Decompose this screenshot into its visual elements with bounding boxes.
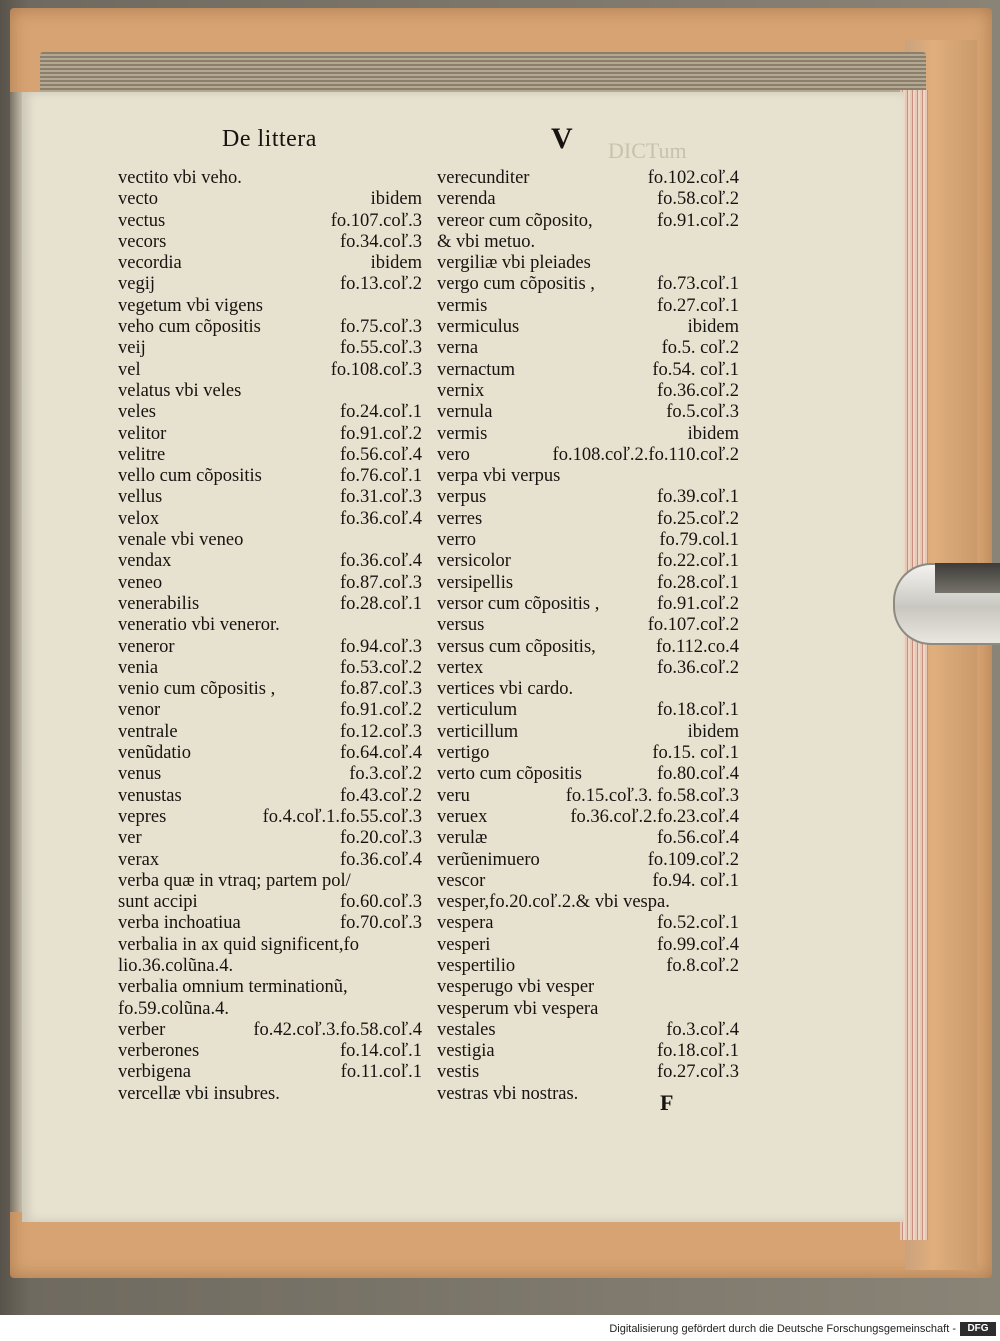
index-entry: [118, 253, 422, 274]
index-entry: [437, 296, 739, 317]
index-entry: [118, 786, 422, 807]
entry-reference: fo.39.coľ.1: [656, 487, 739, 508]
entry-reference: fo.28.coľ.1: [656, 572, 739, 593]
entry-reference: fo.27.coľ.1: [656, 295, 739, 316]
entry-reference: fo.34.coľ.3: [339, 231, 422, 252]
index-entry: [437, 871, 739, 892]
entry-reference: fo.94.coľ.3: [339, 636, 422, 657]
entry-term: verũenimuero: [437, 849, 540, 870]
entry-reference: fo.5.coľ.3: [666, 402, 739, 423]
index-entry: [118, 764, 422, 785]
entry-reference: fo.15.coľ.3. fo.58.coľ.3: [565, 785, 739, 806]
entry-reference: fo.18.coľ.1: [656, 700, 739, 721]
entry-term: vestras vbi nostras.: [437, 1083, 579, 1104]
index-entry: [437, 1041, 739, 1062]
entry-term: verber: [118, 1019, 166, 1040]
entry-term: vello cum cõpositis: [118, 466, 262, 487]
entry-term: velitre: [118, 444, 166, 465]
index-entry: [118, 445, 422, 466]
index-entry: [437, 637, 739, 658]
entry-reference: fo.14.coľ.1: [339, 1041, 422, 1062]
index-entry: [437, 402, 739, 423]
entry-term: versor cum cõpositis ,: [437, 593, 600, 614]
index-entry: [118, 360, 422, 381]
entry-reference: fo.36.coľ.2: [656, 657, 739, 678]
entry-reference: fo.56.coľ.4: [339, 444, 422, 465]
entry-term: veho cum cõpositis: [118, 317, 261, 338]
entry-reference: fo.87.coľ.3: [339, 572, 422, 593]
entry-reference: fo.5. coľ.2: [661, 338, 739, 359]
entry-reference: fo.107.coľ.3: [330, 210, 422, 231]
entry-term: venus: [118, 764, 162, 785]
entry-reference: fo.27.coľ.3: [656, 1062, 739, 1083]
index-entry: [437, 892, 739, 913]
entry-reference: fo.87.coľ.3: [339, 679, 422, 700]
entry-term: veneror: [118, 636, 175, 657]
index-entry: [118, 466, 422, 487]
entry-reference: fo.31.coľ.3: [339, 487, 422, 508]
entry-term: vecordia: [118, 253, 182, 274]
index-entry: [437, 764, 739, 785]
index-entry: [118, 850, 422, 871]
index-entry: [118, 956, 422, 977]
entry-term: & vbi metuo.: [437, 231, 536, 252]
entry-term: verba quæ in vtraq; partem pol/: [118, 870, 351, 891]
index-entry: [437, 274, 739, 295]
index-entry: [118, 189, 422, 210]
footer-credit: Digitalisierung gefördert durch die Deutsche Forschungsgemeinschaft -: [609, 1323, 956, 1335]
index-entry: [118, 828, 422, 849]
entry-term: vercellæ vbi insubres.: [118, 1083, 280, 1104]
entry-reference: fo.91.coľ.2: [339, 423, 422, 444]
index-entry: [118, 551, 422, 572]
entry-term: veru: [437, 785, 470, 806]
entry-reference: fo.108.coľ.3: [330, 359, 422, 380]
entry-reference: fo.108.coľ.2.fo.110.coľ.2: [552, 444, 739, 465]
entry-reference: fo.11.coľ.1: [340, 1062, 422, 1083]
index-entry: [437, 317, 739, 338]
index-entry: [437, 807, 739, 828]
entry-term: verna: [437, 338, 479, 359]
index-column-left: [118, 168, 422, 1105]
entry-term: vecto: [118, 189, 159, 210]
index-entry: [118, 871, 422, 892]
index-entry: [118, 1020, 422, 1041]
entry-reference: fo.112.co.4: [655, 636, 739, 657]
index-entry: [118, 296, 422, 317]
index-entry: [437, 573, 739, 594]
entry-term: veles: [118, 402, 157, 423]
entry-term: verbalia in ax quid significent,fo: [118, 934, 359, 955]
entry-reference: fo.22.coľ.1: [656, 551, 739, 572]
index-entry: [437, 700, 739, 721]
entry-term: velatus vbi veles: [118, 380, 242, 401]
entry-reference: fo.80.coľ.4: [656, 764, 739, 785]
entry-term: verro: [437, 530, 477, 551]
entry-reference: fo.4.coľ.1.fo.55.coľ.3: [262, 806, 422, 827]
index-entry: [437, 679, 739, 700]
entry-term: verberones: [118, 1041, 200, 1062]
entry-term: vendax: [118, 551, 172, 572]
index-entry: [118, 679, 422, 700]
entry-term: venale vbi veneo: [118, 530, 244, 551]
index-column-right: [437, 168, 739, 1105]
index-entry: [118, 232, 422, 253]
entry-term: vesperum vbi vespera: [437, 998, 599, 1019]
index-entry: [118, 892, 422, 913]
entry-reference: ibidem: [687, 317, 739, 338]
index-entry: [118, 999, 422, 1020]
entry-term: vermis: [437, 423, 488, 444]
entry-reference: fo.102.coľ.4: [647, 168, 739, 188]
entry-term: verulæ: [437, 828, 488, 849]
entry-reference: fo.3.coľ.2: [349, 764, 422, 785]
entry-term: lio.36.colũna.4.: [118, 955, 234, 976]
entry-term: versicolor: [437, 551, 511, 572]
index-entry: [437, 913, 739, 934]
entry-reference: fo.43.coľ.2: [339, 785, 422, 806]
index-entry: [437, 360, 739, 381]
entry-reference: fo.76.coľ.1: [339, 466, 422, 487]
entry-term: fo.59.colũna.4.: [118, 998, 229, 1019]
entry-term: vertigo: [437, 743, 490, 764]
index-entry: [118, 658, 422, 679]
entry-reference: fo.109.coľ.2: [647, 849, 739, 870]
index-entry: [437, 445, 739, 466]
entry-reference: fo.99.coľ.4: [656, 934, 739, 955]
entry-term: vesper,fo.20.coľ.2.& vbi vespa.: [437, 892, 670, 913]
index-entry: [118, 637, 422, 658]
entry-term: venio cum cõpositis ,: [118, 679, 276, 700]
entry-reference: fo.20.coľ.3: [339, 828, 422, 849]
entry-reference: fo.36.coľ.4: [339, 508, 422, 529]
entry-reference: fo.36.coľ.4: [339, 849, 422, 870]
entry-reference: fo.24.coľ.1: [339, 402, 422, 423]
index-entry: [118, 338, 422, 359]
entry-reference: fo.3.coľ.4: [666, 1019, 739, 1040]
entry-reference: ibidem: [370, 189, 422, 210]
entry-term: verticulum: [437, 700, 518, 721]
entry-term: vel: [118, 359, 141, 380]
entry-term: vectito vbi veho.: [118, 168, 242, 188]
entry-term: vesperugo vbi vesper: [437, 977, 595, 998]
index-entry: [118, 487, 422, 508]
dfg-logo: DFG: [960, 1322, 996, 1336]
entry-reference: ibidem: [370, 253, 422, 274]
entry-reference: fo.79.col.1: [659, 530, 739, 551]
index-entry: [118, 594, 422, 615]
entry-term: venor: [118, 700, 161, 721]
entry-term: ventrale: [118, 721, 178, 742]
index-entry: [118, 573, 422, 594]
entry-reference: fo.94. coľ.1: [652, 870, 739, 891]
entry-term: vermis: [437, 295, 488, 316]
entry-term: veruex: [437, 806, 488, 827]
entry-term: velitor: [118, 423, 167, 444]
entry-term: vegij: [118, 274, 155, 295]
entry-reference: fo.55.coľ.3: [339, 338, 422, 359]
index-entry: [437, 935, 739, 956]
index-entry: [118, 530, 422, 551]
entry-term: verbalia omnium terminationũ,: [118, 977, 348, 998]
entry-term: verpus: [437, 487, 487, 508]
entry-term: ver: [118, 828, 142, 849]
entry-reference: fo.52.coľ.1: [656, 913, 739, 934]
entry-reference: fo.54. coľ.1: [652, 359, 739, 380]
entry-term: vesperi: [437, 934, 491, 955]
entry-reference: ibidem: [687, 721, 739, 742]
index-entry: [118, 381, 422, 402]
index-entry: [437, 530, 739, 551]
running-header-left: De littera: [222, 126, 317, 152]
entry-reference: fo.53.coľ.2: [339, 657, 422, 678]
entry-reference: fo.58.coľ.2: [656, 189, 739, 210]
entry-term: vestigia: [437, 1041, 495, 1062]
index-entry: [118, 807, 422, 828]
entry-term: vepres: [118, 806, 167, 827]
index-entry: [437, 232, 739, 253]
index-entry: [437, 977, 739, 998]
entry-reference: fo.36.coľ.2.fo.23.coľ.4: [570, 806, 739, 827]
entry-reference: fo.42.coľ.3.fo.58.coľ.4: [253, 1019, 422, 1040]
entry-term: venerabilis: [118, 593, 200, 614]
entry-reference: fo.56.coľ.4: [656, 828, 739, 849]
index-entry: [118, 402, 422, 423]
index-entry: [437, 850, 739, 871]
index-entry: [437, 722, 739, 743]
entry-reference: fo.25.coľ.2: [656, 508, 739, 529]
entry-term: vertices vbi cardo.: [437, 679, 574, 700]
entry-term: velox: [118, 508, 160, 529]
entry-reference: fo.8.coľ.2: [666, 955, 739, 976]
index-entry: [437, 999, 739, 1020]
entry-reference: fo.36.coľ.2: [656, 380, 739, 401]
entry-term: venũdatio: [118, 743, 191, 764]
index-entry: [118, 615, 422, 636]
index-entry: [437, 956, 739, 977]
entry-reference: fo.75.coľ.3: [339, 317, 422, 338]
entry-term: vecors: [118, 231, 167, 252]
index-entry: [437, 168, 739, 189]
entry-term: verba inchoatiua: [118, 913, 241, 934]
entry-term: versus cum cõpositis,: [437, 636, 596, 657]
entry-term: veij: [118, 338, 146, 359]
index-entry: [118, 700, 422, 721]
index-entry: [437, 487, 739, 508]
index-entry: [437, 424, 739, 445]
entry-term: vespertilio: [437, 955, 516, 976]
running-header-letter: V: [551, 122, 573, 155]
entry-reference: fo.15. coľ.1: [652, 743, 739, 764]
index-entry: [437, 211, 739, 232]
entry-term: vestis: [437, 1062, 480, 1083]
index-entry: [437, 1062, 739, 1083]
entry-term: vereor cum cõposito,: [437, 210, 593, 231]
entry-reference: fo.13.coľ.2: [339, 274, 422, 295]
index-entry: [437, 658, 739, 679]
entry-term: verticillum: [437, 721, 519, 742]
index-entry: [118, 211, 422, 232]
index-entry: [437, 253, 739, 274]
index-entry: [118, 913, 422, 934]
entry-term: verax: [118, 849, 160, 870]
index-entry: [118, 1062, 422, 1083]
entry-term: veneo: [118, 572, 163, 593]
index-entry: [437, 381, 739, 402]
entry-reference: ibidem: [687, 423, 739, 444]
entry-reference: fo.28.coľ.1: [339, 593, 422, 614]
entry-reference: fo.12.coľ.3: [339, 721, 422, 742]
entry-term: vectus: [118, 210, 166, 231]
entry-term: versus: [437, 615, 485, 636]
index-entry: [118, 935, 422, 956]
entry-term: vescor: [437, 870, 486, 891]
entry-term: venia: [118, 657, 159, 678]
index-entry: [118, 509, 422, 530]
index-entry: [437, 338, 739, 359]
index-entry: [437, 1020, 739, 1041]
index-entry: [118, 424, 422, 445]
index-entry: [437, 551, 739, 572]
entry-term: veneratio vbi veneror.: [118, 615, 280, 636]
index-entry: [437, 743, 739, 764]
entry-reference: fo.91.coľ.2: [656, 210, 739, 231]
index-entry: [437, 594, 739, 615]
entry-term: vegetum vbi vigens: [118, 295, 263, 316]
signature-mark: F: [660, 1090, 674, 1115]
entry-term: vernula: [437, 402, 493, 423]
index-entry: [437, 615, 739, 636]
entry-term: verecunditer: [437, 168, 530, 188]
entry-reference: fo.70.coľ.3: [339, 913, 422, 934]
entry-term: vespera: [437, 913, 494, 934]
index-entry: [437, 189, 739, 210]
index-entry: [118, 1041, 422, 1062]
entry-reference: fo.73.coľ.1: [656, 274, 739, 295]
index-entry: [118, 274, 422, 295]
entry-term: vellus: [118, 487, 163, 508]
entry-reference: fo.91.coľ.2: [656, 593, 739, 614]
entry-term: vestales: [437, 1019, 496, 1040]
entry-term: vernactum: [437, 359, 516, 380]
entry-term: versipellis: [437, 572, 514, 593]
entry-term: sunt accipi: [118, 892, 198, 913]
entry-term: vernix: [437, 380, 485, 401]
index-entry: [437, 786, 739, 807]
entry-reference: fo.36.coľ.4: [339, 551, 422, 572]
show-through-text: DICTum: [608, 138, 687, 163]
entry-term: verbigena: [118, 1062, 191, 1083]
index-entry: [118, 722, 422, 743]
entry-term: vero: [437, 444, 470, 465]
entry-reference: fo.60.coľ.3: [339, 892, 422, 913]
index-entry: [437, 509, 739, 530]
index-entry: [437, 828, 739, 849]
index-entry: [437, 466, 739, 487]
entry-term: vergiliæ vbi pleiades: [437, 253, 591, 274]
entry-term: venustas: [118, 785, 182, 806]
entry-term: verpa vbi verpus: [437, 466, 561, 487]
index-entry: [118, 168, 422, 189]
entry-term: verres: [437, 508, 483, 529]
index-entry: [118, 743, 422, 764]
entry-term: vertex: [437, 657, 484, 678]
entry-term: verto cum cõpositis: [437, 764, 582, 785]
entry-term: vermiculus: [437, 317, 520, 338]
entry-term: verenda: [437, 189, 496, 210]
index-entry: [118, 317, 422, 338]
index-entry: [118, 1084, 422, 1105]
index-entry: [437, 1084, 739, 1105]
entry-term: vergo cum cõpositis ,: [437, 274, 595, 295]
entry-reference: fo.107.coľ.2: [647, 615, 739, 636]
index-entry: [118, 977, 422, 998]
entry-reference: fo.91.coľ.2: [339, 700, 422, 721]
entry-reference: fo.18.coľ.1: [656, 1041, 739, 1062]
entry-reference: fo.64.coľ.4: [339, 743, 422, 764]
